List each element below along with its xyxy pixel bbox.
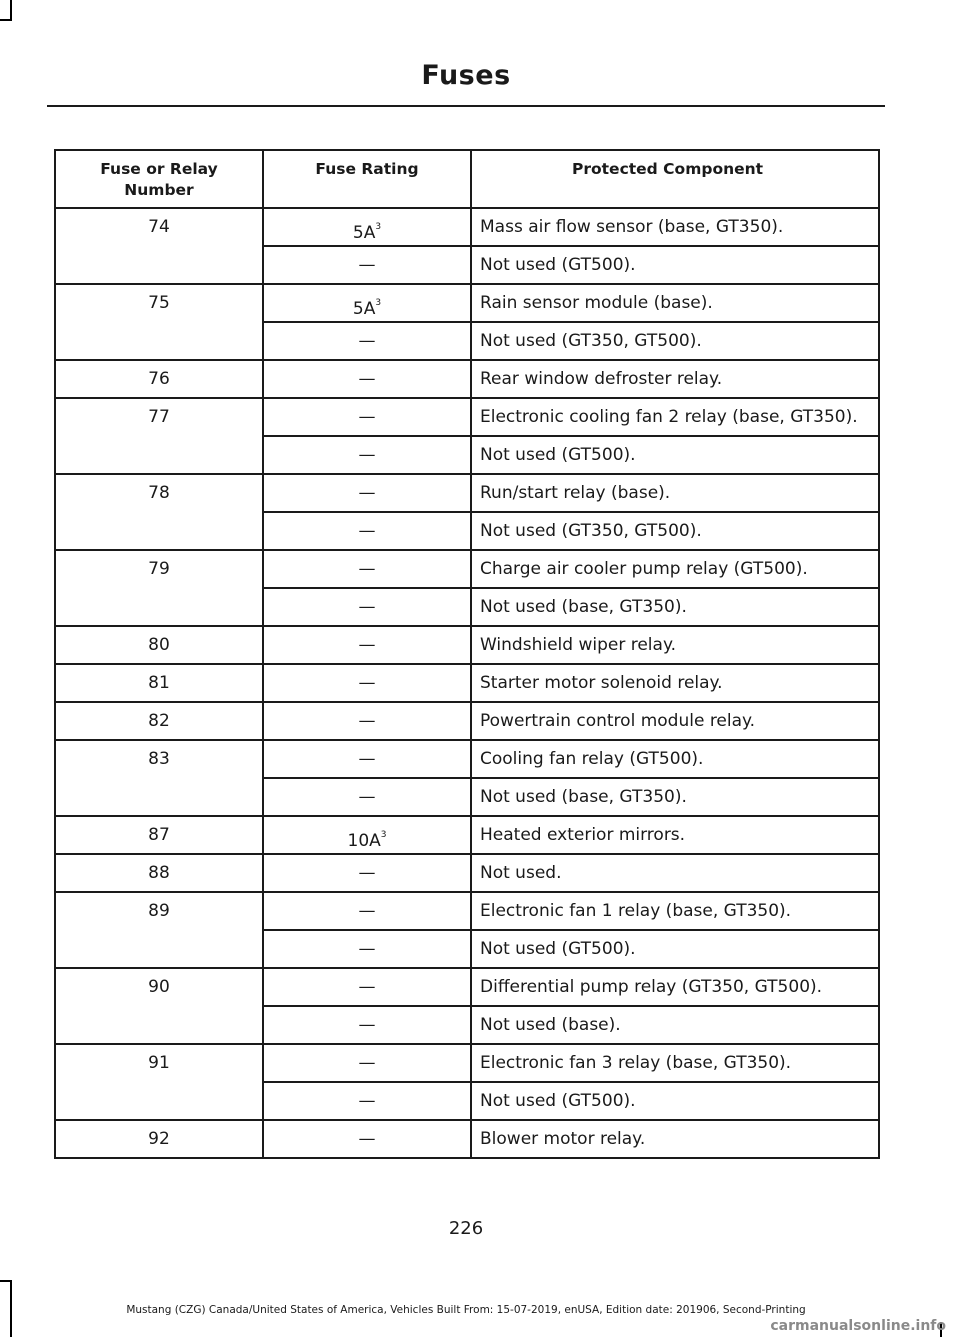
table-row bbox=[55, 1044, 879, 1082]
fuse-number: 88 bbox=[55, 854, 263, 892]
fuse-rating-value: — bbox=[358, 1053, 376, 1073]
fuse-rating-value: — bbox=[358, 787, 376, 807]
protected-component: Not used (GT350, GT500). bbox=[471, 512, 879, 550]
crop-mark bbox=[10, 0, 12, 20]
protected-component: Electronic cooling fan 2 relay (base, GT350). bbox=[471, 398, 879, 436]
fuse-number: 82 bbox=[55, 702, 263, 740]
fuse-rating-value: — bbox=[358, 711, 376, 731]
protected-component: Not used (GT350, GT500). bbox=[471, 322, 879, 360]
fuse-rating bbox=[263, 436, 471, 474]
fuse-rating-value: — bbox=[358, 483, 376, 503]
protected-component: Not used (GT500). bbox=[471, 1082, 879, 1120]
footnote-marker: 3 bbox=[375, 298, 382, 308]
table-row bbox=[55, 892, 879, 930]
fuse-rating bbox=[263, 208, 471, 246]
fuse-rating-value: — bbox=[358, 635, 376, 655]
fuse-number: 76 bbox=[55, 360, 263, 398]
crop-mark bbox=[0, 19, 12, 21]
fuse-rating bbox=[263, 854, 471, 892]
fuse-number: 81 bbox=[55, 664, 263, 702]
fuse-number: 89 bbox=[55, 892, 263, 968]
table-header-row bbox=[55, 150, 879, 208]
protected-component: Rain sensor module (base). bbox=[471, 284, 879, 322]
fuse-rating-value: — bbox=[358, 521, 376, 541]
fuse-rating-value: — bbox=[358, 1129, 376, 1149]
protected-component: Not used (GT500). bbox=[471, 436, 879, 474]
fuse-rating-value: — bbox=[358, 255, 376, 275]
page-footer: Mustang (CZG) Canada/United States of America, Vehicles Built From: 15-07-2019, enUSA, Edition date: 201906, Second-Printing bbox=[126, 1304, 806, 1316]
fuse-rating bbox=[263, 1044, 471, 1082]
protected-component: Differential pump relay (GT350, GT500). bbox=[471, 968, 879, 1006]
fuse-rating-value: — bbox=[358, 331, 376, 351]
fuse-number: 77 bbox=[55, 398, 263, 474]
protected-component: Not used (base). bbox=[471, 1006, 879, 1044]
fuse-rating-value: — bbox=[358, 749, 376, 769]
fuse-rating-value: — bbox=[358, 939, 376, 959]
protected-component: Cooling fan relay (GT500). bbox=[471, 740, 879, 778]
fuse-rating bbox=[263, 930, 471, 968]
fuse-rating-value: — bbox=[358, 407, 376, 427]
protected-component: Blower motor relay. bbox=[471, 1120, 879, 1158]
fuse-rating bbox=[263, 550, 471, 588]
fuse-rating-value: — bbox=[358, 559, 376, 579]
fuse-rating bbox=[263, 702, 471, 740]
protected-component: Not used (GT500). bbox=[471, 246, 879, 284]
footnote-marker: 3 bbox=[380, 830, 387, 840]
title-divider bbox=[47, 105, 885, 107]
table-row bbox=[55, 740, 879, 778]
fuse-rating-value: — bbox=[358, 901, 376, 921]
header-protected-component: Protected Component bbox=[471, 150, 879, 208]
watermark: carmanualsonline.info bbox=[770, 1318, 946, 1334]
fuse-table bbox=[54, 149, 880, 1159]
protected-component: Mass air flow sensor (base, GT350). bbox=[471, 208, 879, 246]
fuse-number: 74 bbox=[55, 208, 263, 284]
fuse-rating bbox=[263, 968, 471, 1006]
fuse-rating bbox=[263, 512, 471, 550]
table-row bbox=[55, 854, 879, 892]
table-row bbox=[55, 208, 879, 246]
fuse-number: 83 bbox=[55, 740, 263, 816]
table-row bbox=[55, 360, 879, 398]
fuse-rating-value: — bbox=[358, 1091, 376, 1111]
fuse-rating bbox=[263, 360, 471, 398]
header-fuse-number: Fuse or Relay Number bbox=[55, 150, 263, 208]
fuse-rating bbox=[263, 1082, 471, 1120]
fuse-rating bbox=[263, 626, 471, 664]
protected-component: Rear window defroster relay. bbox=[471, 360, 879, 398]
fuse-number: 90 bbox=[55, 968, 263, 1044]
fuse-rating bbox=[263, 778, 471, 816]
protected-component: Powertrain control module relay. bbox=[471, 702, 879, 740]
fuse-number: 75 bbox=[55, 284, 263, 360]
fuse-number: 79 bbox=[55, 550, 263, 626]
table-row bbox=[55, 664, 879, 702]
table-row bbox=[55, 1120, 879, 1158]
fuse-rating bbox=[263, 398, 471, 436]
footnote-marker: 3 bbox=[375, 222, 382, 232]
fuse-rating bbox=[263, 740, 471, 778]
fuse-rating bbox=[263, 892, 471, 930]
fuse-rating-value: 10A bbox=[347, 831, 381, 851]
protected-component: Electronic fan 1 relay (base, GT350). bbox=[471, 892, 879, 930]
fuse-number: 92 bbox=[55, 1120, 263, 1158]
table-row bbox=[55, 626, 879, 664]
protected-component: Not used (base, GT350). bbox=[471, 778, 879, 816]
table-row bbox=[55, 550, 879, 588]
protected-component: Not used (base, GT350). bbox=[471, 588, 879, 626]
fuse-rating-value: 5A bbox=[352, 299, 376, 319]
table-row bbox=[55, 474, 879, 512]
fuse-rating-value: — bbox=[358, 977, 376, 997]
header-fuse-rating: Fuse Rating bbox=[263, 150, 471, 208]
table-row bbox=[55, 702, 879, 740]
fuse-rating-value: — bbox=[358, 369, 376, 389]
protected-component: Windshield wiper relay. bbox=[471, 626, 879, 664]
fuse-number: 91 bbox=[55, 1044, 263, 1120]
fuse-rating-value: — bbox=[358, 445, 376, 465]
fuse-rating-value: — bbox=[358, 863, 376, 883]
fuse-rating-value: 5A bbox=[352, 223, 376, 243]
table-row bbox=[55, 284, 879, 322]
table-row bbox=[55, 398, 879, 436]
fuse-rating bbox=[263, 284, 471, 322]
fuse-rating-value: — bbox=[358, 1015, 376, 1035]
fuse-number: 80 bbox=[55, 626, 263, 664]
protected-component: Not used. bbox=[471, 854, 879, 892]
fuse-rating bbox=[263, 246, 471, 284]
protected-component: Run/start relay (base). bbox=[471, 474, 879, 512]
protected-component: Heated exterior mirrors. bbox=[471, 816, 879, 854]
protected-component: Not used (GT500). bbox=[471, 930, 879, 968]
fuse-rating bbox=[263, 1006, 471, 1044]
fuse-rating bbox=[263, 1120, 471, 1158]
protected-component: Starter motor solenoid relay. bbox=[471, 664, 879, 702]
fuse-rating bbox=[263, 322, 471, 360]
fuse-rating bbox=[263, 664, 471, 702]
crop-mark bbox=[0, 1280, 12, 1282]
fuse-number: 78 bbox=[55, 474, 263, 550]
page-number: 226 bbox=[448, 1218, 484, 1239]
page-title: Fuses bbox=[421, 60, 511, 91]
protected-component: Electronic fan 3 relay (base, GT350). bbox=[471, 1044, 879, 1082]
table-row bbox=[55, 816, 879, 854]
fuse-rating bbox=[263, 588, 471, 626]
fuse-number: 87 bbox=[55, 816, 263, 854]
fuse-rating bbox=[263, 474, 471, 512]
protected-component: Charge air cooler pump relay (GT500). bbox=[471, 550, 879, 588]
fuse-rating-value: — bbox=[358, 673, 376, 693]
fuse-rating bbox=[263, 816, 471, 854]
fuse-rating-value: — bbox=[358, 597, 376, 617]
table-row bbox=[55, 968, 879, 1006]
